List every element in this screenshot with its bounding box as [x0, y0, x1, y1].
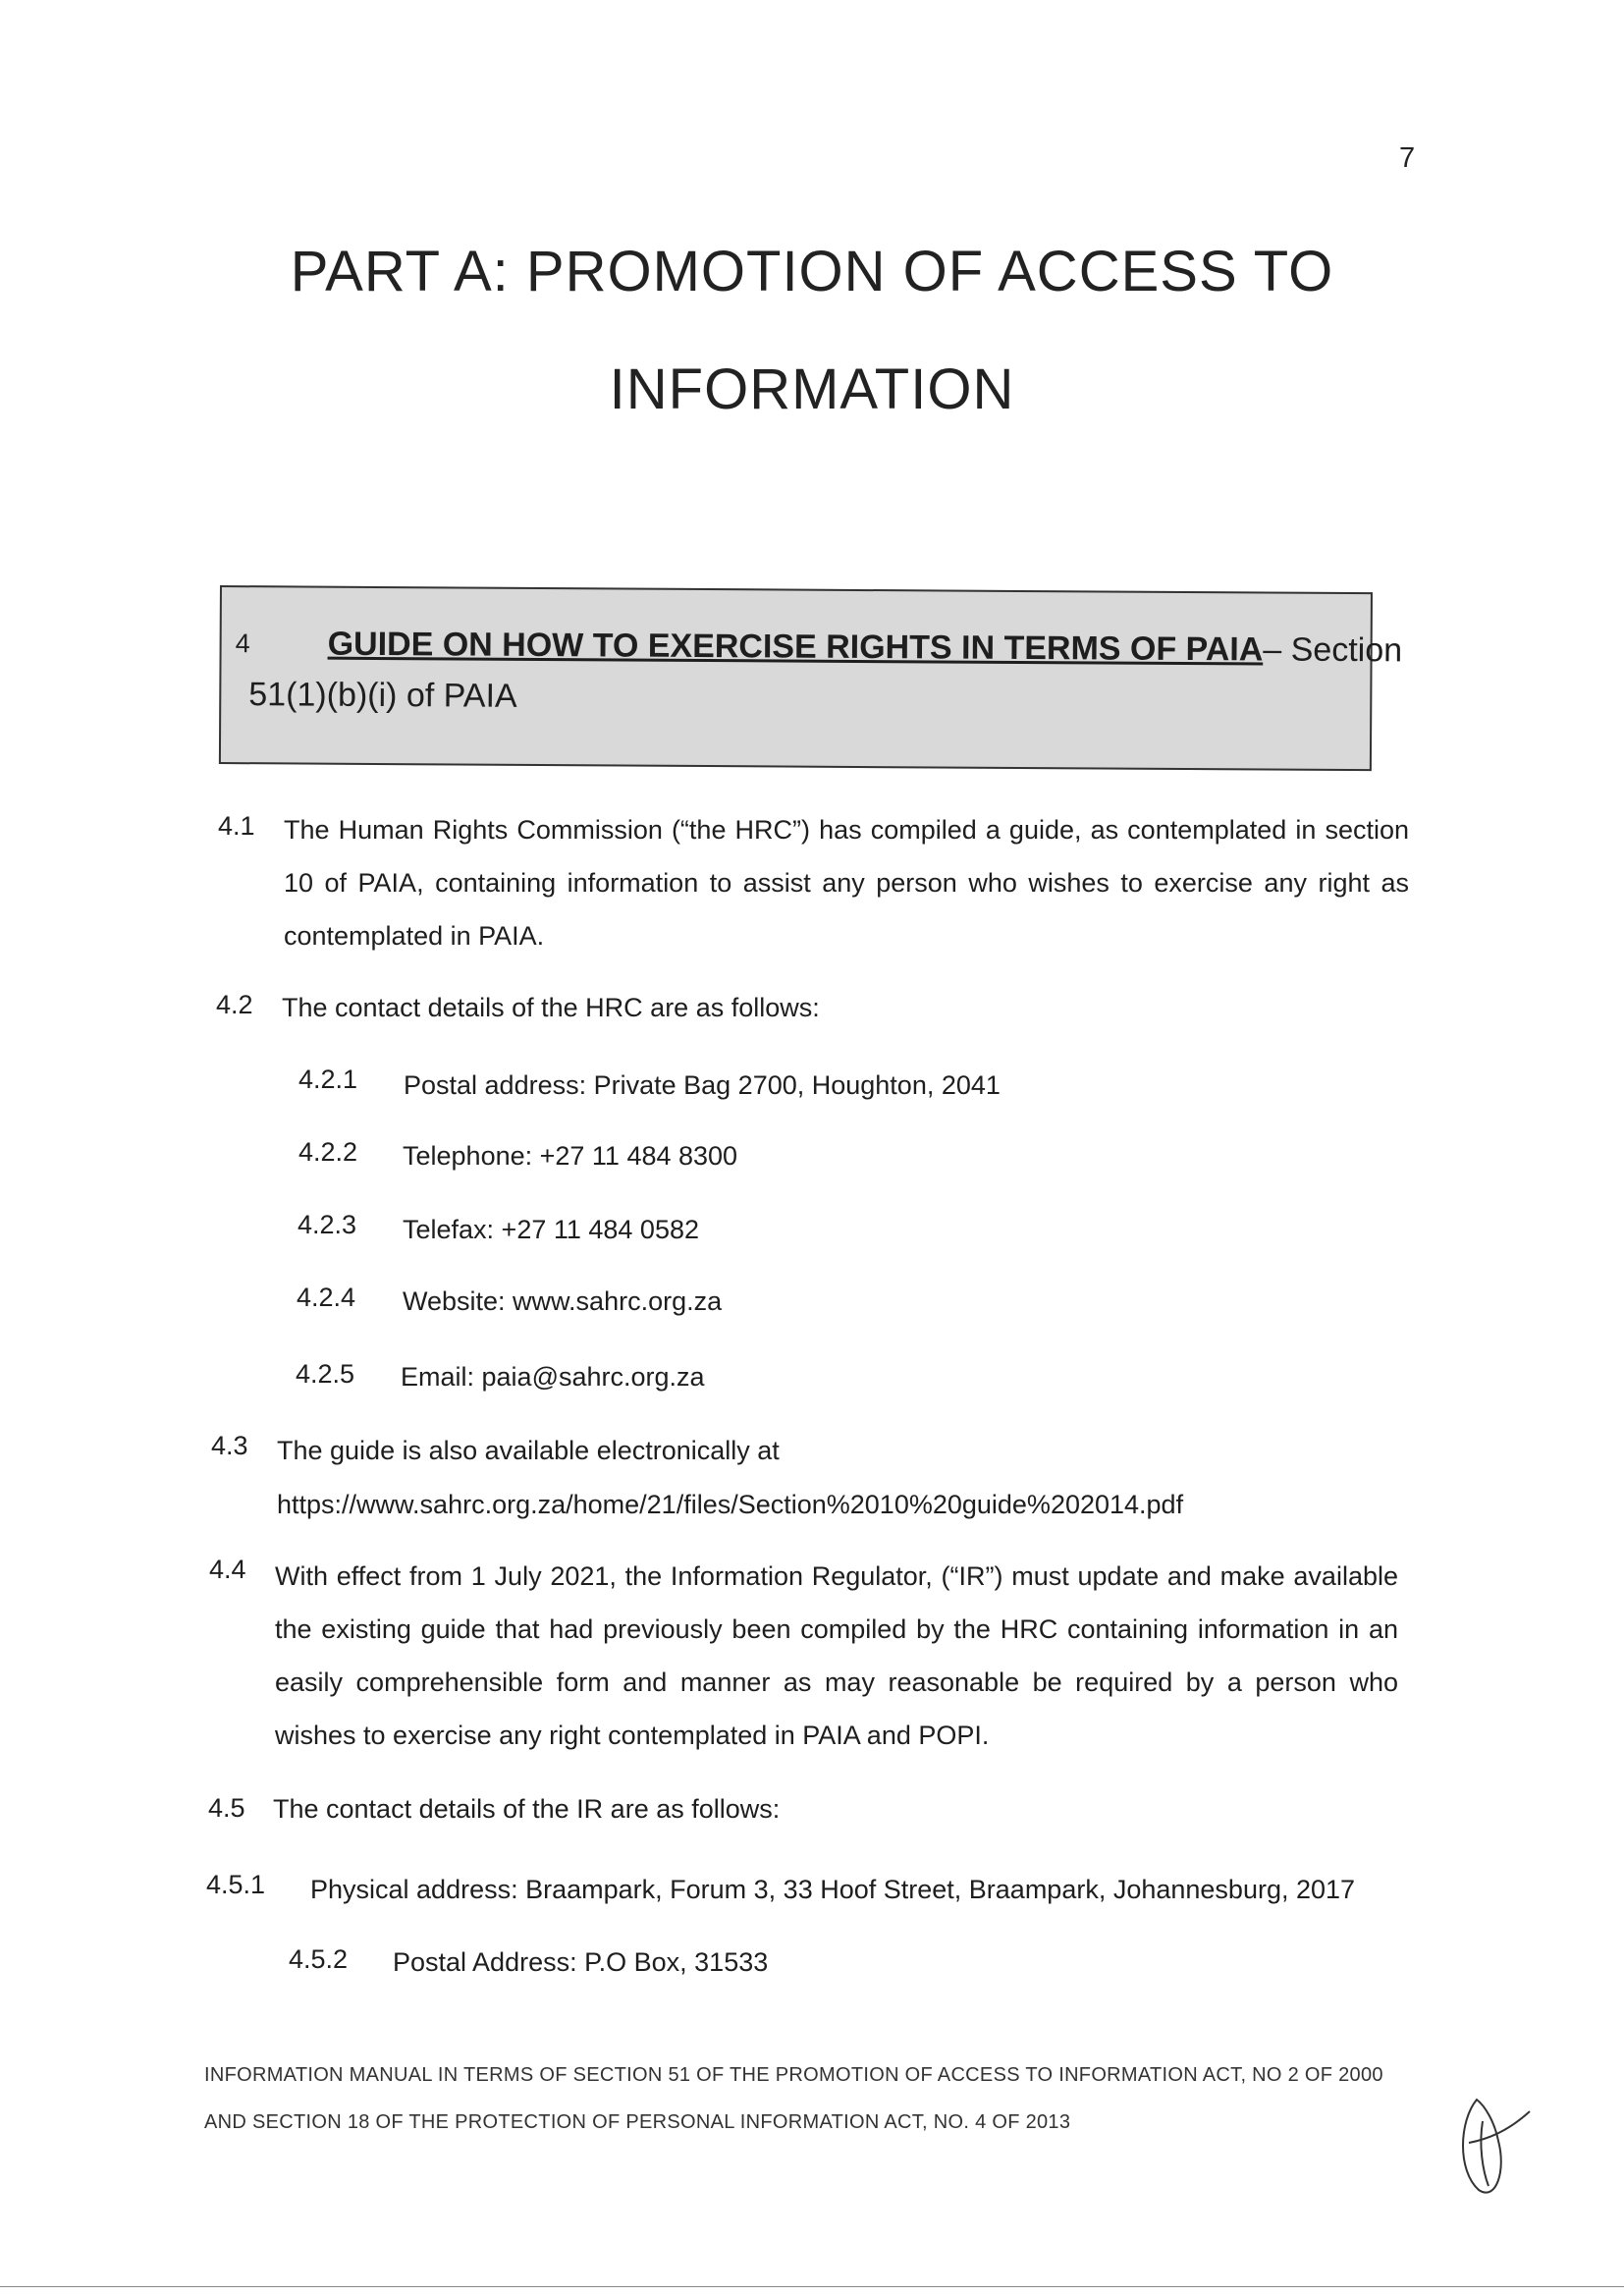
- footer-line-1: INFORMATION MANUAL IN TERMS OF SECTION 51 OF THE PROMOTION OF ACCESS TO INFORMATION ACT, NO 2 OF 2000: [204, 2064, 1383, 2086]
- paragraph-number: 4.1: [218, 811, 255, 841]
- ir-postal-address: Postal Address: P.O Box, 31533: [393, 1947, 769, 1977]
- paragraph-number: 4.4: [209, 1555, 246, 1584]
- bottom-edge-line: [0, 2286, 1624, 2287]
- paragraph-number: 4.3: [211, 1431, 248, 1460]
- paragraph-number: 4.5: [208, 1793, 245, 1823]
- handwritten-initials-icon: [1449, 2092, 1538, 2200]
- section-heading-box: [219, 585, 1403, 771]
- section-heading-line-1: [328, 626, 1403, 671]
- hrc-telephone: Telephone: +27 11 484 8300: [403, 1141, 738, 1171]
- list-item-number: 4.5.2: [289, 1944, 349, 1974]
- section-heading-line-2: 51(1)(b)(i) of PAIA: [248, 676, 517, 715]
- page-number: 7: [1399, 142, 1416, 174]
- list-item-number: 4.2.1: [298, 1065, 358, 1094]
- hrc-website: Website: www.sahrc.org.za: [403, 1286, 723, 1316]
- page-title-line-2: INFORMATION: [609, 357, 1015, 421]
- paragraph-4-3-line-1: The guide is also available electronically at: [277, 1436, 780, 1465]
- paragraph-4-4: With effect from 1 July 2021, the Information Regulator, (“IR”) must update and make available the existing guide that had previously been compiled by the HRC containing information in an easily comprehensible form and manner as may reasonable be required by a person who wishes to exercise any right contemplated in PAIA and POPI.: [275, 1561, 1398, 1750]
- paragraph-4-1: The Human Rights Commission (“the HRC”) has compiled a guide, as contemplated in section 10 of PAIA, containing information to assist any person who wishes to exercise any right as contemplated in PAIA.: [284, 815, 1409, 951]
- section-number: 4: [235, 629, 250, 659]
- hrc-email: Email: paia@sahrc.org.za: [401, 1362, 705, 1392]
- list-item-number: 4.2.3: [298, 1210, 357, 1239]
- section-heading-suffix: – Section: [1263, 630, 1403, 670]
- list-item-number: 4.5.1: [206, 1870, 266, 1899]
- paragraph-number: 4.2: [216, 990, 253, 1019]
- section-heading-title: GUIDE ON HOW TO EXERCISE RIGHTS IN TERMS OF PAIA: [327, 625, 1264, 669]
- page-title-line-1: PART A: PROMOTION OF ACCESS TO: [290, 240, 1334, 303]
- guide-url: https://www.sahrc.org.za/home/21/files/Section%2010%20guide%202014.pdf: [277, 1490, 1184, 1519]
- list-item-number: 4.2.2: [298, 1137, 358, 1167]
- list-item-number: 4.2.4: [297, 1283, 356, 1312]
- list-item-number: 4.2.5: [296, 1359, 355, 1389]
- paragraph-4-5: The contact details of the IR are as follows:: [273, 1794, 781, 1824]
- footer-line-2: AND SECTION 18 OF THE PROTECTION OF PERSONAL INFORMATION ACT, NO. 4 OF 2013: [204, 2111, 1071, 2133]
- hrc-telefax: Telefax: +27 11 484 0582: [403, 1215, 699, 1244]
- hrc-postal-address: Postal address: Private Bag 2700, Houghton, 2041: [404, 1070, 1001, 1100]
- ir-physical-address: Physical address: Braampark, Forum 3, 33 Hoof Street, Braampark, Johannesburg, 2017: [310, 1875, 1356, 1904]
- paragraph-4-2: The contact details of the HRC are as follows:: [282, 993, 820, 1022]
